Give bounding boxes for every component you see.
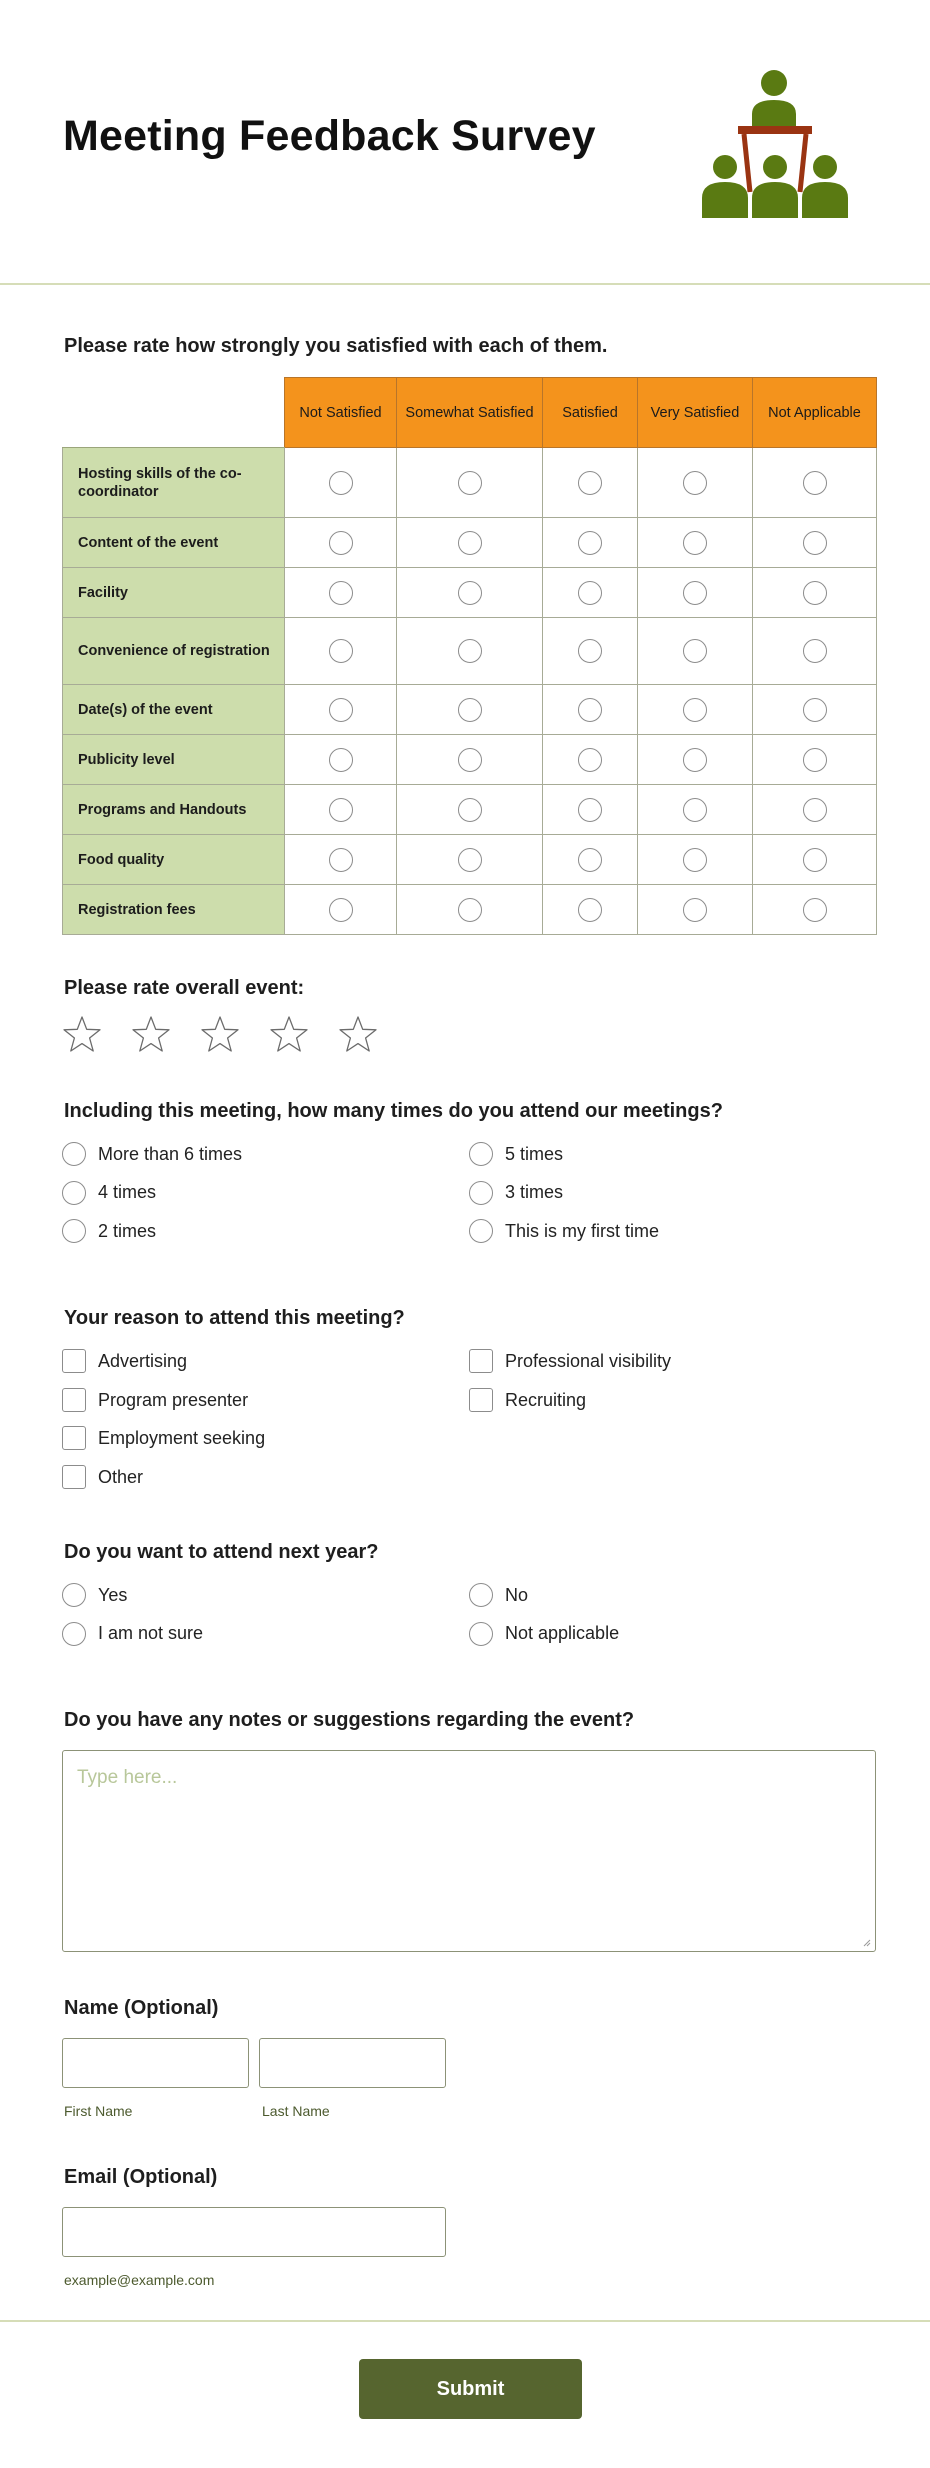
matrix-cell: [543, 735, 638, 785]
attendance-option-label: 3 times: [505, 1182, 564, 1202]
matrix-row: [63, 568, 877, 618]
matrix-column-header: Not Applicable: [753, 378, 877, 448]
matrix-cell: [638, 835, 753, 885]
checkbox[interactable]: [62, 1465, 86, 1489]
matrix-radio[interactable]: [458, 471, 482, 495]
matrix-row-label: Programs and Handouts: [63, 785, 285, 835]
checkbox[interactable]: [469, 1349, 493, 1373]
matrix-row: [63, 785, 877, 835]
checkbox[interactable]: [62, 1388, 86, 1412]
matrix-radio[interactable]: [803, 798, 827, 822]
attendance-option[interactable]: [469, 1181, 563, 1205]
radio-button[interactable]: [62, 1622, 86, 1646]
matrix-radio[interactable]: [803, 898, 827, 922]
matrix-cell: [638, 568, 753, 618]
matrix-radio[interactable]: [329, 639, 353, 663]
matrix-cell: [638, 448, 753, 518]
star-rating: [62, 1015, 407, 1057]
notes-placeholder: Type here...: [77, 1767, 178, 1788]
matrix-radio[interactable]: [683, 639, 707, 663]
matrix-radio[interactable]: [458, 848, 482, 872]
reason-option-label: Recruiting: [505, 1389, 587, 1410]
matrix-cell: [638, 885, 753, 935]
page-title: Meeting Feedback Survey: [63, 112, 596, 160]
radio-button[interactable]: [62, 1142, 86, 1166]
submit-button[interactable]: Submit: [359, 2359, 582, 2419]
matrix-cell: [285, 518, 397, 568]
matrix-row: [63, 518, 877, 568]
matrix-cell: [543, 785, 638, 835]
notes-textarea[interactable]: [62, 1750, 876, 1952]
reason-option-label: Advertising: [98, 1350, 188, 1371]
matrix-row-label: Convenience of registration: [63, 618, 285, 685]
matrix-radio[interactable]: [803, 848, 827, 872]
matrix-radio[interactable]: [683, 698, 707, 722]
radio-button[interactable]: [469, 1583, 493, 1607]
radio-button[interactable]: [62, 1219, 86, 1243]
matrix-radio[interactable]: [578, 471, 602, 495]
matrix-radio[interactable]: [683, 531, 707, 555]
next-year-option-label: I am not sure: [98, 1623, 204, 1643]
matrix-row-label: Content of the event: [63, 518, 285, 568]
matrix-row-label: Hosting skills of the co-coordinator: [63, 448, 285, 518]
matrix-row-label: Registration fees: [63, 885, 285, 935]
reason-option[interactable]: [62, 1388, 248, 1412]
matrix-radio[interactable]: [329, 698, 353, 722]
attendance-option[interactable]: [62, 1181, 156, 1205]
matrix-column-header: Very Satisfied: [638, 378, 753, 448]
radio-button[interactable]: [469, 1622, 493, 1646]
matrix-column-header: Somewhat Satisfied: [397, 378, 543, 448]
reason-option[interactable]: [62, 1465, 143, 1489]
matrix-cell: [397, 885, 543, 935]
matrix-radio[interactable]: [329, 581, 353, 605]
matrix-radio[interactable]: [578, 848, 602, 872]
email-input[interactable]: [62, 2207, 446, 2257]
presenter-audience-icon: [700, 70, 850, 218]
matrix-radio[interactable]: [578, 639, 602, 663]
matrix-row-label: Food quality: [63, 835, 285, 885]
matrix-radio[interactable]: [683, 848, 707, 872]
matrix-cell: [285, 885, 397, 935]
matrix-cell: [753, 735, 877, 785]
next-year-option[interactable]: [469, 1583, 528, 1607]
rating-question-label: Please rate overall event:: [64, 977, 305, 999]
attendance-option-label: 5 times: [505, 1143, 564, 1164]
matrix-cell: [753, 835, 877, 885]
next-year-option[interactable]: [62, 1622, 203, 1646]
matrix-radio[interactable]: [683, 748, 707, 772]
matrix-radio[interactable]: [329, 748, 353, 772]
attendance-option[interactable]: [62, 1219, 156, 1243]
satisfaction-matrix: [62, 377, 876, 931]
email-sublabel: example@example.com: [64, 2272, 215, 2288]
matrix-radio[interactable]: [803, 471, 827, 495]
matrix-radio[interactable]: [683, 798, 707, 822]
attendance-option[interactable]: [469, 1142, 563, 1166]
matrix-radio[interactable]: [578, 798, 602, 822]
matrix-cell: [397, 448, 543, 518]
matrix-cell: [753, 448, 877, 518]
matrix-radio[interactable]: [803, 581, 827, 605]
matrix-radio[interactable]: [683, 471, 707, 495]
footer-divider: [0, 2320, 930, 2322]
matrix-column-header: Satisfied: [543, 378, 638, 448]
matrix-row: [63, 618, 877, 685]
matrix-cell: [397, 518, 543, 568]
next-year-option-label: Yes: [98, 1584, 128, 1605]
next-year-option-label: Not applicable: [505, 1623, 620, 1643]
matrix-cell: [543, 518, 638, 568]
radio-button[interactable]: [469, 1181, 493, 1205]
attendance-option-label: 2 times: [98, 1220, 157, 1241]
matrix-radio[interactable]: [458, 698, 482, 722]
matrix-radio[interactable]: [329, 531, 353, 555]
matrix-row: [63, 735, 877, 785]
reason-option-label: Program presenter: [98, 1389, 249, 1410]
matrix-row: [63, 685, 877, 735]
name-label: Name (Optional): [64, 1997, 219, 2019]
matrix-radio[interactable]: [458, 798, 482, 822]
checkbox[interactable]: [62, 1349, 86, 1373]
matrix-cell: [397, 785, 543, 835]
matrix-radio[interactable]: [683, 581, 707, 605]
notes-question-label: Do you have any notes or suggestions regarding the event?: [64, 1709, 635, 1731]
matrix-radio[interactable]: [683, 898, 707, 922]
radio-button[interactable]: [62, 1181, 86, 1205]
matrix-column-header: Not Satisfied: [285, 378, 397, 448]
matrix-radio[interactable]: [329, 471, 353, 495]
attendance-option-label: 4 times: [98, 1182, 157, 1202]
matrix-cell: [397, 685, 543, 735]
checkbox[interactable]: [469, 1388, 493, 1412]
matrix-cell: [753, 885, 877, 935]
matrix-radio[interactable]: [458, 898, 482, 922]
matrix-radio[interactable]: [578, 898, 602, 922]
matrix-cell: [397, 618, 543, 685]
reason-option[interactable]: [62, 1349, 187, 1373]
matrix-radio[interactable]: [803, 698, 827, 722]
matrix-cell: [753, 618, 877, 685]
attendance-option[interactable]: [62, 1142, 242, 1166]
email-label: Email (Optional): [64, 2166, 218, 2188]
matrix-cell: [638, 735, 753, 785]
attendance-option[interactable]: [469, 1219, 659, 1243]
matrix-radio[interactable]: [578, 698, 602, 722]
matrix-cell: [285, 568, 397, 618]
next-year-option-label: No: [505, 1584, 529, 1605]
matrix-radio[interactable]: [803, 531, 827, 555]
matrix-cell: [543, 618, 638, 685]
matrix-radio[interactable]: [458, 531, 482, 555]
matrix-cell: [753, 518, 877, 568]
matrix-cell: [285, 685, 397, 735]
matrix-radio[interactable]: [458, 581, 482, 605]
attendance-option-label: This is my first time: [505, 1220, 660, 1241]
matrix-cell: [753, 568, 877, 618]
matrix-cell: [638, 685, 753, 735]
matrix-radio[interactable]: [803, 748, 827, 772]
last-name-input[interactable]: [259, 2038, 446, 2088]
reason-option[interactable]: [469, 1388, 586, 1412]
matrix-cell: [397, 735, 543, 785]
star-outline-icon[interactable]: [62, 1015, 102, 1055]
form-header: [0, 0, 930, 285]
last-name-sublabel: Last Name: [262, 2103, 330, 2119]
matrix-question-label: Please rate how strongly you satisfied with each of them.: [64, 335, 608, 357]
matrix-radio[interactable]: [329, 848, 353, 872]
matrix-row: [63, 885, 877, 935]
matrix-radio[interactable]: [578, 748, 602, 772]
next-year-option[interactable]: [469, 1622, 619, 1646]
matrix-row: [63, 448, 877, 518]
matrix-row-label: Date(s) of the event: [63, 685, 285, 735]
matrix-cell: [638, 518, 753, 568]
next-year-option[interactable]: [62, 1583, 127, 1607]
matrix-cell: [543, 568, 638, 618]
star-outline-icon[interactable]: [131, 1015, 171, 1055]
matrix-radio[interactable]: [458, 748, 482, 772]
matrix-cell: [285, 835, 397, 885]
matrix-cell: [753, 685, 877, 735]
matrix-corner: [63, 378, 285, 448]
matrix-cell: [638, 618, 753, 685]
reason-option[interactable]: [469, 1349, 671, 1373]
matrix-radio[interactable]: [329, 898, 353, 922]
reason-option[interactable]: [62, 1426, 265, 1450]
matrix-cell: [543, 885, 638, 935]
matrix-cell: [285, 785, 397, 835]
matrix-cell: [543, 448, 638, 518]
matrix-cell: [285, 448, 397, 518]
matrix-cell: [753, 785, 877, 835]
reason-question-label: Your reason to attend this meeting?: [64, 1307, 405, 1329]
matrix-cell: [543, 685, 638, 735]
matrix-radio[interactable]: [803, 639, 827, 663]
matrix-cell: [397, 835, 543, 885]
matrix-row-label: Publicity level: [63, 735, 285, 785]
first-name-sublabel: First Name: [64, 2103, 133, 2119]
matrix-radio[interactable]: [578, 531, 602, 555]
checkbox[interactable]: [62, 1426, 86, 1450]
matrix-radio[interactable]: [578, 581, 602, 605]
radio-button[interactable]: [469, 1219, 493, 1243]
first-name-input[interactable]: [62, 2038, 249, 2088]
matrix-cell: [397, 568, 543, 618]
attendance-option-label: More than 6 times: [98, 1143, 243, 1164]
matrix-row-label: Facility: [63, 568, 285, 618]
star-outline-icon[interactable]: [200, 1015, 240, 1055]
reason-option-label: Other: [98, 1466, 144, 1487]
matrix-radio[interactable]: [329, 798, 353, 822]
next-year-question-label: Do you want to attend next year?: [64, 1541, 379, 1563]
matrix-cell: [285, 618, 397, 685]
resize-grip-icon[interactable]: [861, 1937, 871, 1947]
matrix-cell: [543, 835, 638, 885]
matrix-cell: [285, 735, 397, 785]
reason-option-label: Professional visibility: [505, 1350, 672, 1371]
matrix-cell: [638, 785, 753, 835]
radio-button[interactable]: [469, 1142, 493, 1166]
reason-option-label: Employment seeking: [98, 1427, 266, 1448]
star-outline-icon[interactable]: [269, 1015, 309, 1055]
matrix-radio[interactable]: [458, 639, 482, 663]
radio-button[interactable]: [62, 1583, 86, 1607]
matrix-row: [63, 835, 877, 885]
star-outline-icon[interactable]: [338, 1015, 378, 1055]
attendance-question-label: Including this meeting, how many times do you attend our meetings?: [64, 1100, 723, 1122]
